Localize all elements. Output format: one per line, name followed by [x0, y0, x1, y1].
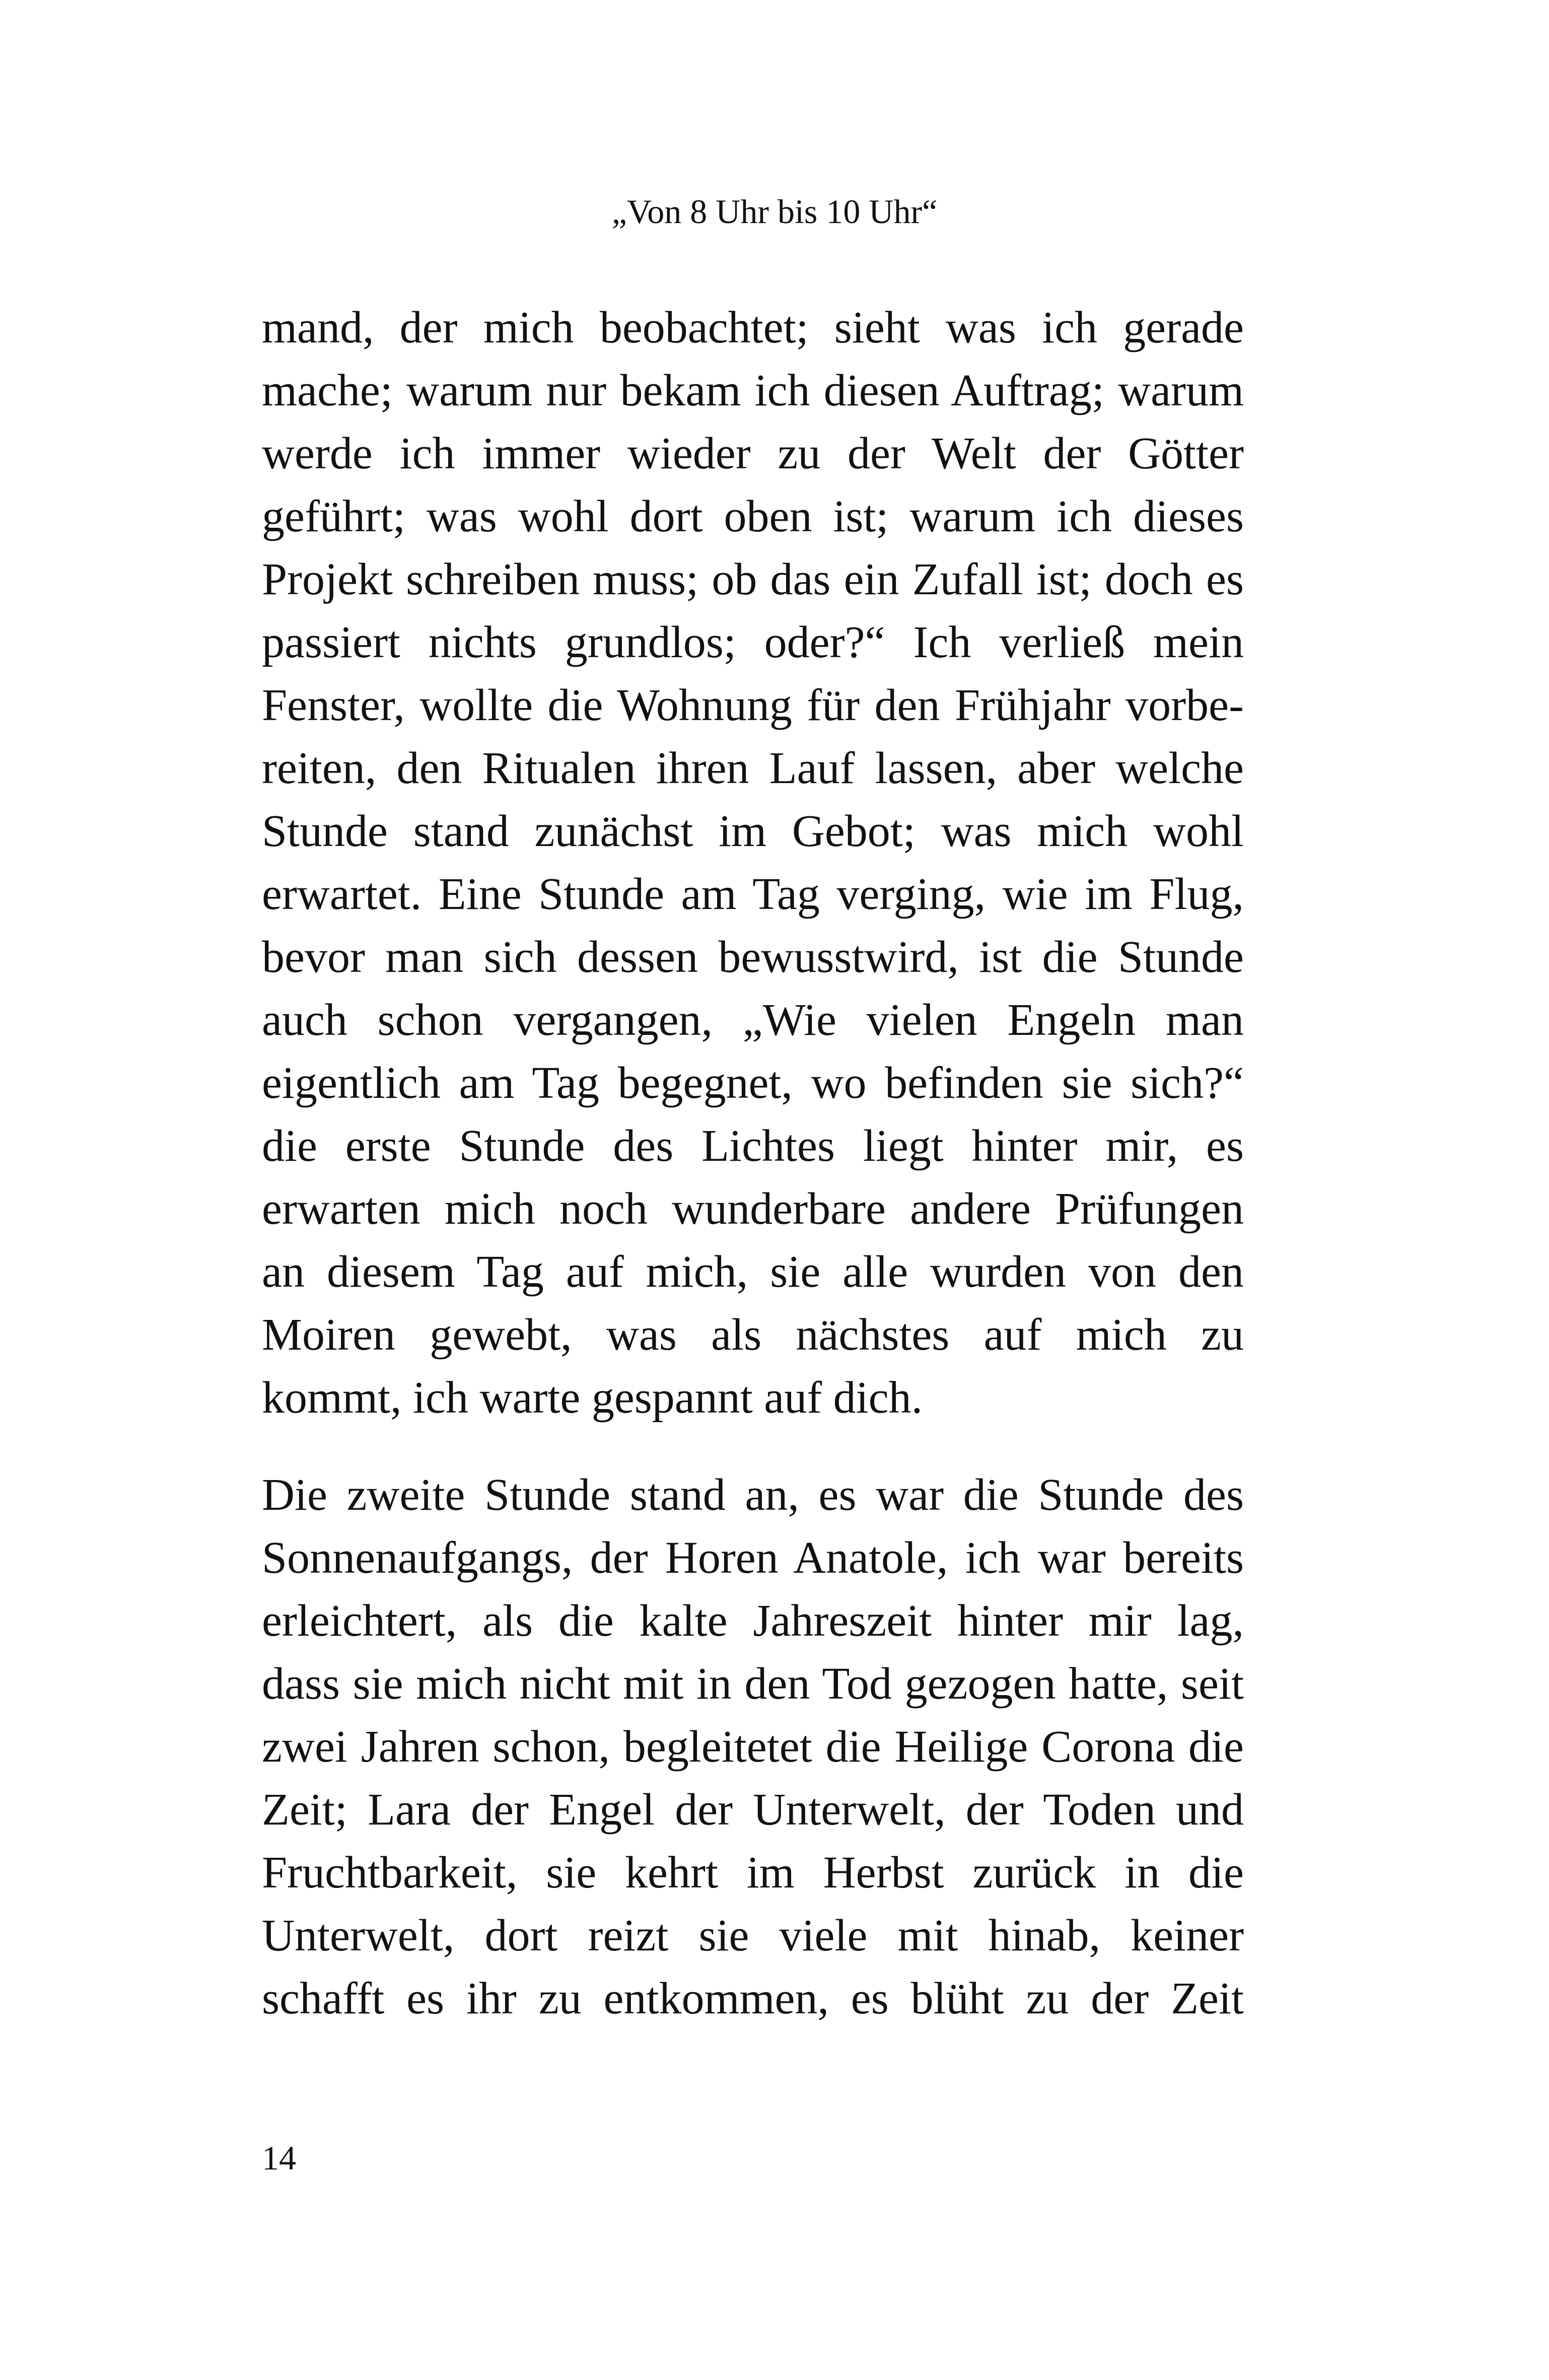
- text-line: Fruchtbarkeit, sie kehrt im Herbst zurück in die: [262, 1848, 1244, 1898]
- running-head: „Von 8 Uhr bis 10 Uhr“: [611, 192, 938, 231]
- text-line: auch schon vergangen, „Wie vielen Engeln man: [262, 995, 1244, 1045]
- text-line: reiten, den Ritualen ihren Lauf lassen, aber welche: [262, 743, 1244, 793]
- text-line: dass sie mich nicht mit in den Tod gezogen hatte, seit: [262, 1659, 1244, 1709]
- text-line: Die zweite Stunde stand an, es war die Stunde des: [262, 1470, 1244, 1520]
- text-line: Fenster, wollte die Wohnung für den Frühjahr vorbe-: [262, 680, 1244, 730]
- page-number: 14: [262, 2139, 296, 2177]
- text-line: schafft es ihr zu entkommen, es blüht zu der Zeit: [262, 1974, 1244, 2023]
- text-line: Unterwelt, dort reizt sie viele mit hinab, keiner: [262, 1911, 1244, 1961]
- text-line: an diesem Tag auf mich, sie alle wurden von den: [262, 1247, 1244, 1297]
- text-line: erwarten mich noch wunderbare andere Prüfungen: [262, 1184, 1244, 1234]
- text-line: bevor man sich dessen bewusstwird, ist die Stunde: [262, 932, 1244, 982]
- text-line: passiert nichts grundlos; oder?“ Ich verließ mein: [262, 617, 1244, 667]
- text-line: erwartet. Eine Stunde am Tag verging, wie im Flug,: [262, 869, 1244, 919]
- text-line: Moiren gewebt, was als nächstes auf mich zu: [262, 1310, 1244, 1360]
- text-line: erleichtert, als die kalte Jahreszeit hinter mir lag,: [262, 1596, 1244, 1646]
- text-line: die erste Stunde des Lichtes liegt hinter mir, es: [262, 1121, 1244, 1171]
- text-line: Zeit; Lara der Engel der Unterwelt, der Toden und: [262, 1785, 1244, 1835]
- text-line: Stunde stand zunächst im Gebot; was mich wohl: [262, 806, 1244, 856]
- text-line: mand, der mich beobachtet; sieht was ich gerade: [262, 303, 1244, 353]
- text-line: eigentlich am Tag begegnet, wo befinden sie sich?“: [262, 1058, 1244, 1108]
- text-line: werde ich immer wieder zu der Welt der Götter: [262, 429, 1244, 478]
- text-line: Projekt schreiben muss; ob das ein Zufall ist; doch es: [262, 554, 1244, 604]
- text-line: mache; warum nur bekam ich diesen Auftrag; warum: [262, 366, 1244, 415]
- text-line: zwei Jahren schon, begleitetet die Heilige Corona die: [262, 1722, 1244, 1772]
- paragraph-2: [262, 1463, 1244, 2030]
- paragraph-1: [262, 296, 1244, 1429]
- text-line: geführt; was wohl dort oben ist; warum ich dieses: [262, 492, 1244, 541]
- text-line: Sonnenaufgangs, der Horen Anatole, ich war bereits: [262, 1533, 1244, 1583]
- text-line: kommt, ich warte gespannt auf dich.: [262, 1373, 923, 1423]
